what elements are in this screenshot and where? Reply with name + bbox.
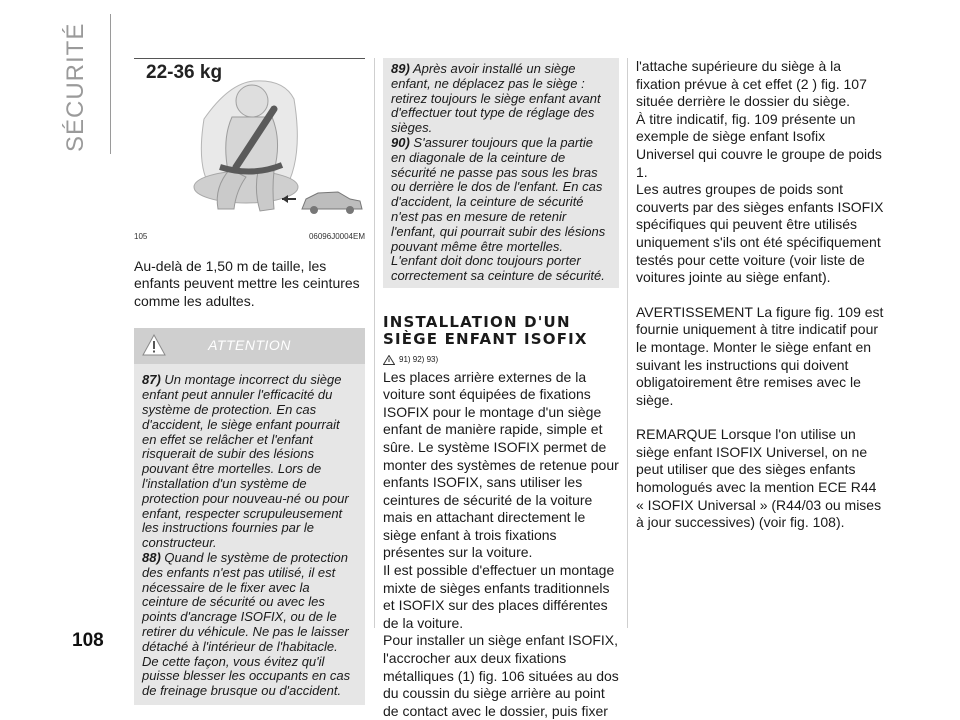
column-2	[383, 58, 619, 720]
figure-title: 22-36 kg	[146, 62, 223, 83]
figure-code: 06096J0004EM	[308, 232, 365, 241]
section-heading: INSTALLATION D'UN SIÈGE ENFANT ISOFIX	[383, 312, 588, 348]
note-number: 90)	[391, 134, 410, 150]
paragraph-top-tether: l'attache supérieure du siège à la fixation prévue à cet effet (2 ) fig. 107 située derrière le dossier du siège.	[636, 58, 867, 110]
note-87	[142, 373, 357, 551]
column-1	[134, 58, 365, 705]
paragraph-mixed-mounting: Il est possible d'effectuer un montage mixte de sièges enfants traditionnels et ISOFIX sur des places différentes de la voiture.	[383, 562, 615, 631]
figure-caption	[134, 228, 365, 246]
paragraph-isofix-intro: Les places arrière externes de la voiture sont équipées de fixations ISOFIX pour le montage d'un siège enfant de manière rapide, simple et sûre. Le système ISOFIX permet de monter des systèmes de retenue pour enfants ISOFIX, sans utiliser les ceintures de sécurité de la voiture mais en attachant directement le siège enfant à trois fixations présentes sur la voiture.	[383, 368, 619, 561]
section-tab	[62, 12, 112, 152]
note-number: 89)	[391, 61, 410, 76]
attention-header	[134, 328, 365, 364]
note-number: 88)	[142, 549, 161, 565]
column-divider	[627, 58, 628, 628]
warning-triangle-icon	[383, 355, 395, 365]
attention-label: ATTENTION	[208, 337, 291, 354]
section-title: SÉCURITÉ	[62, 22, 89, 152]
reference-numbers: 91) 92) 93)	[399, 354, 439, 364]
note-88	[142, 551, 357, 699]
note-text: Après avoir installé un siège enfant, ne déplacez pas le siège : retirez toujours le siège enfant avant d'effectuer tout type de réglage des sièges.	[391, 61, 601, 136]
attention-continued-box	[383, 58, 619, 288]
intro-paragraph: Au-delà de 1,50 m de taille, les enfants peuvent mettre les ceintures comme les adultes.	[134, 257, 360, 309]
child-booster-illustration	[134, 59, 365, 224]
note-text: S'assurer toujours que la partie en diagonale de la ceinture de sécurité ne passe pas sous les bras ou derrière le dos de l'enfant. En cas d'accident, la ceinture de sécurité n'est pas en mesure de retenir l'enfant, qui pourrait subir des lésions pouvant même être mortelles. L'enfant doit donc toujours porter correctement sa ceinture de sécurité.	[391, 134, 606, 284]
note-text: Quand le système de protection des enfants n'est pas utilisé, il est nécessaire de le fixer avec la ceinture de sécurité ou avec les points d'ancrage ISOFIX, ou de le retirer du véhicule. Ne pas le laisser détaché à l'intérieur de l'habitacle. De cette façon, vous évitez qu'il puisse blesser les occupants en cas de freinage brusque ou d'accident.	[142, 549, 351, 699]
attention-body	[134, 364, 365, 705]
note-89	[391, 62, 611, 136]
note-text: Un montage incorrect du siège enfant peut annuler l'efficacité du système de protection. En cas d'accident, le siège enfant pourrait en effet se relâcher et l'enfant risquerait de subir des lésions pouvant être mortelles. Lors de l'installation d'un système de protection pour nouveau-né ou pour enfant, respecter scrupuleusement les instructions fournies par le constructeur.	[142, 372, 349, 551]
paragraph-install-steps: Pour installer un siège enfant ISOFIX, l'accrocher aux deux fixations métalliques (1) fig. 106 situées au dos du coussin du siège arrière au point de contact avec le dossier, puis fixer	[383, 632, 619, 719]
section-divider	[110, 14, 111, 154]
column-3	[636, 58, 886, 532]
note-90	[391, 136, 611, 284]
note-number: 87)	[142, 372, 161, 388]
attention-box	[134, 328, 365, 705]
warning-references	[383, 351, 619, 369]
paragraph-example-seat: À titre indicatif, fig. 109 présente un exemple de siège enfant Isofix Universel qui couvre le groupe de poids 1.	[636, 110, 882, 180]
paragraph-remark: REMARQUE Lorsque l'on utilise un siège enfant ISOFIX Universel, on ne peut utiliser que des sièges enfants homologués avec la mention ECE R44 « ISOFIX Universal » (R44/03 ou mises à jour successives) (voir fig. 108).	[636, 426, 882, 531]
page-number: 108	[72, 630, 104, 651]
figure-number: 105	[134, 232, 148, 241]
figure-child-seat	[134, 58, 365, 224]
column-divider	[374, 58, 375, 628]
paragraph-other-groups: Les autres groupes de poids sont couverts par des sièges enfants ISOFIX spécifiques qui peuvent être utilisés uniquement s'ils ont été spécifiquement testés pour cette voiture (voir liste de voitures jointe au siège enfant).	[636, 181, 884, 286]
paragraph-warning: AVERTISSEMENT La figure fig. 109 est fournie uniquement à titre indicatif pour le montage. Monter le siège enfant en suivant les instructions qui doivent obligatoirement être remises avec le siège.	[636, 303, 884, 408]
